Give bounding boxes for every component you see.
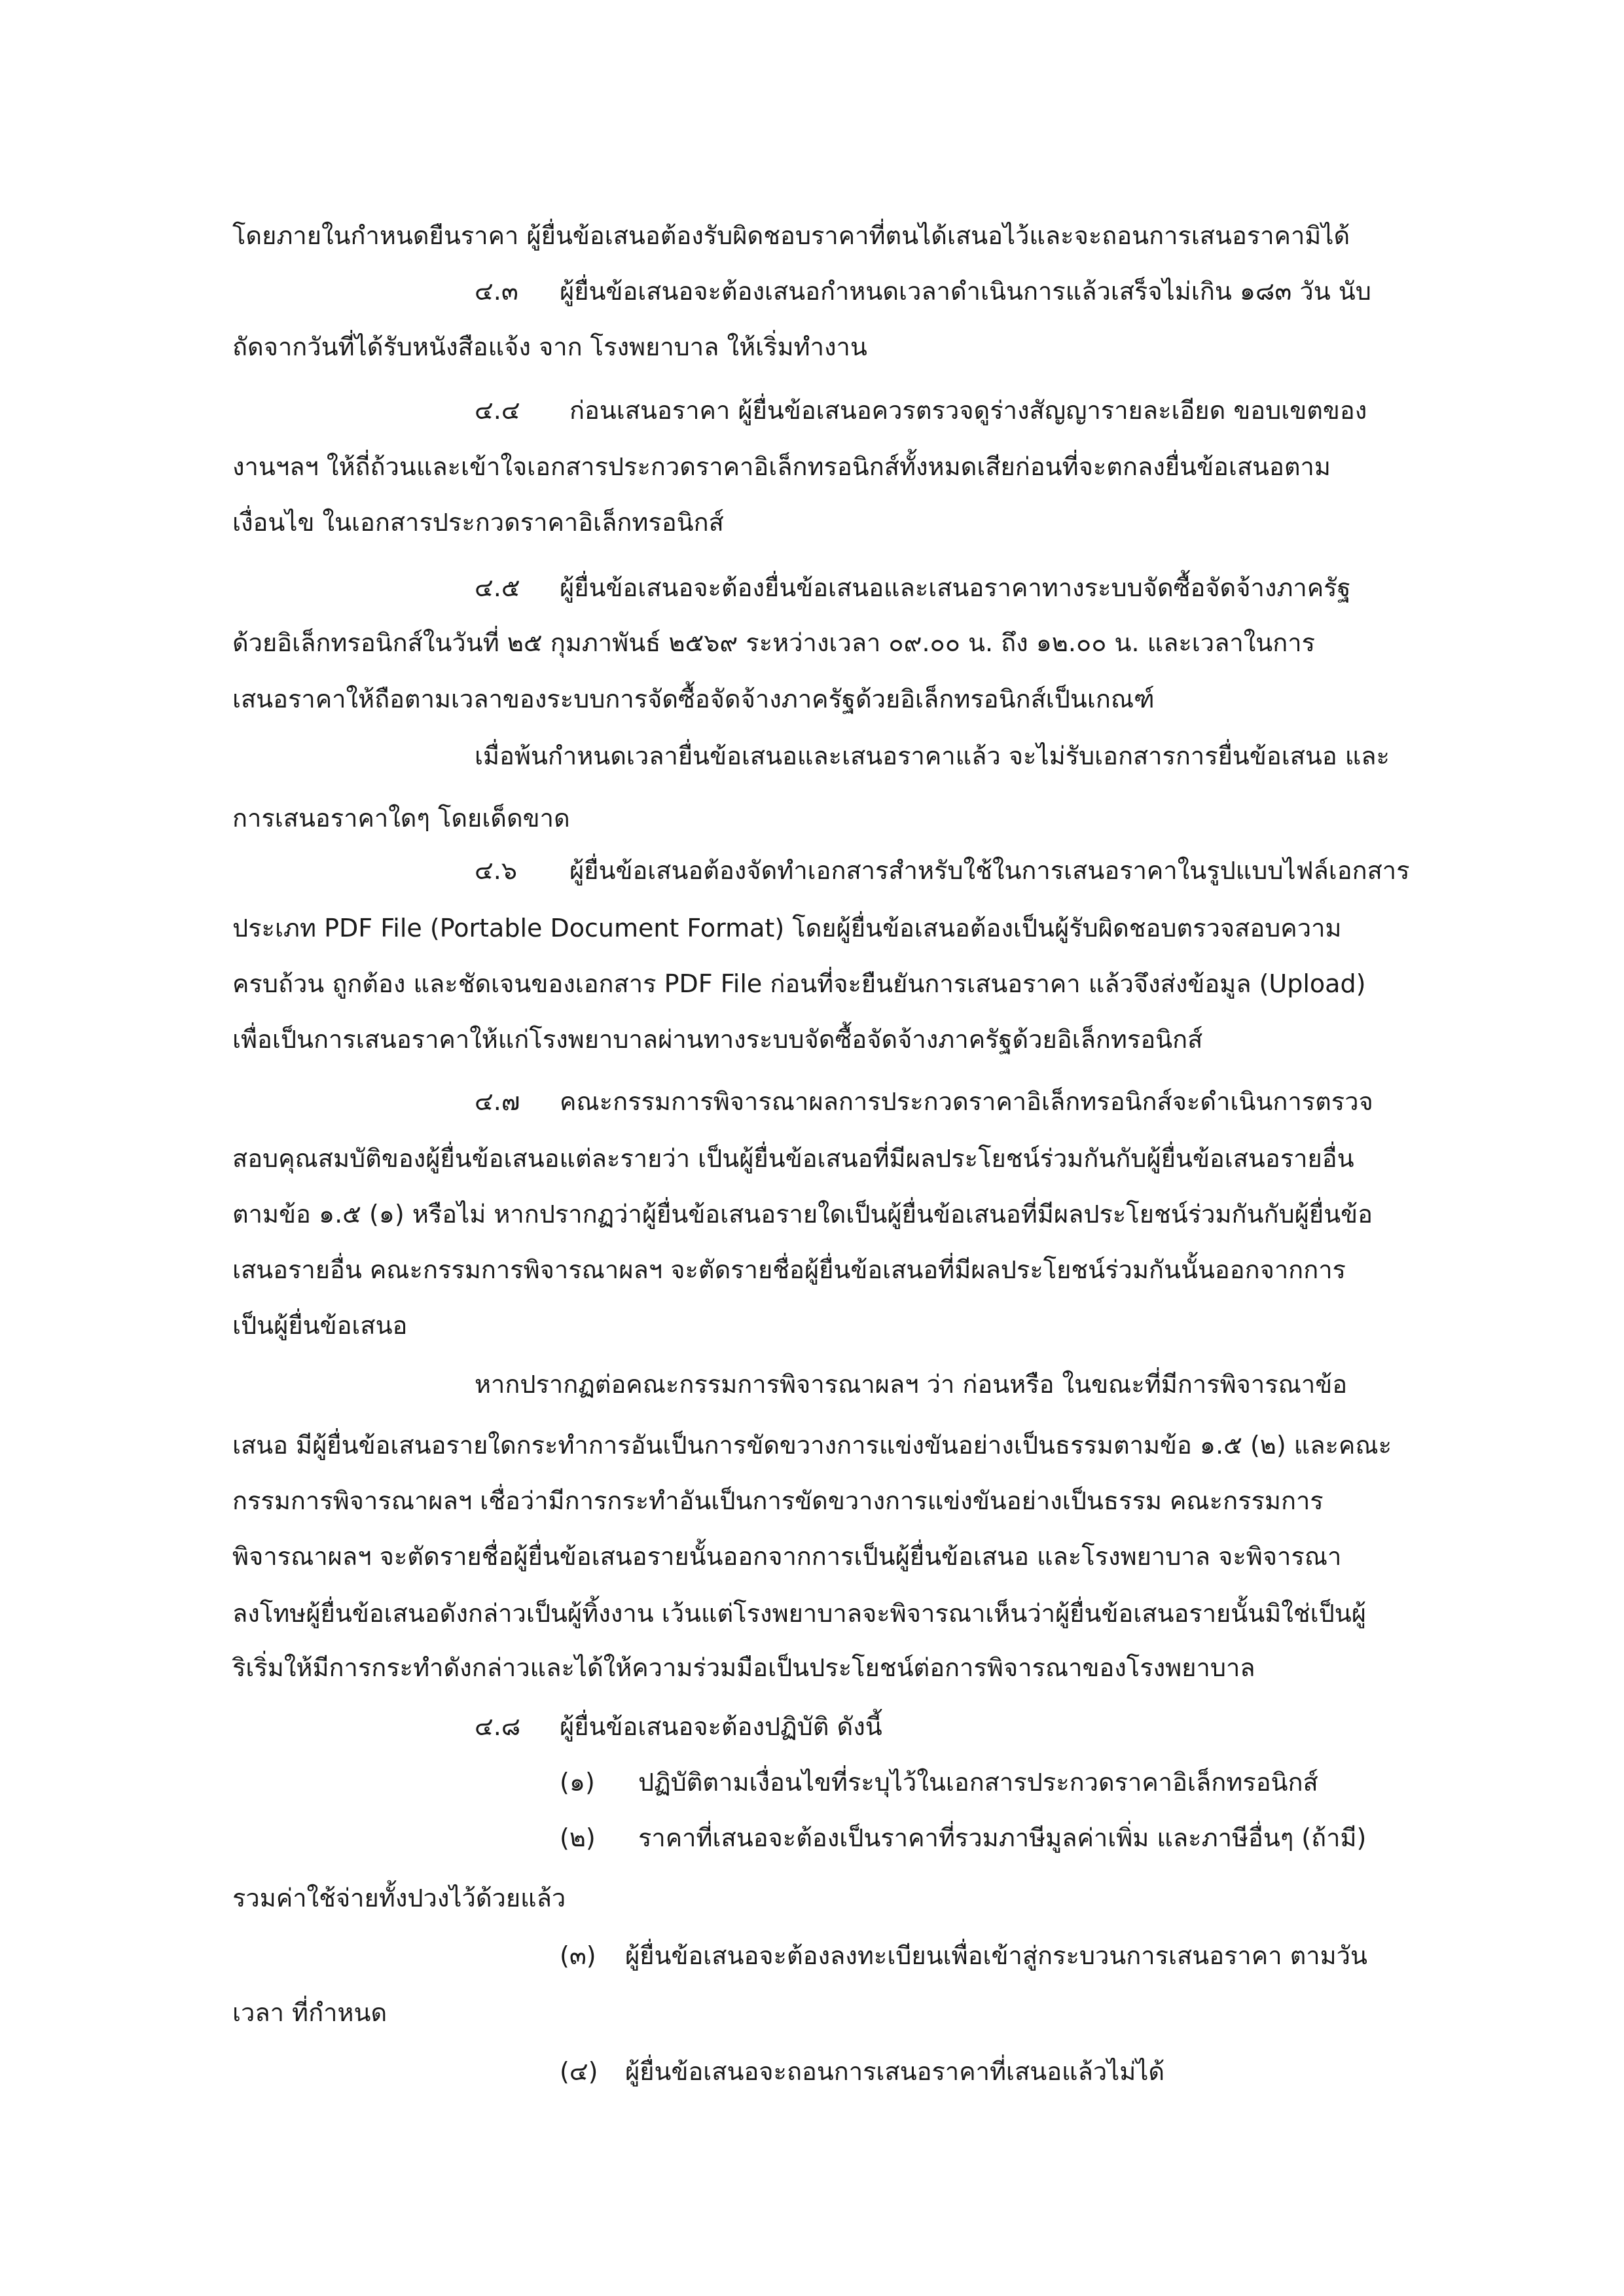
text-line: ปฏิบัติตามเงื่อนไขที่ระบุไว้ในเอกสารประกวดราคาอิเล็กทรอนิกส์ — [638, 1768, 1318, 1797]
text-line: ผู้ยื่นข้อเสนอจะต้องยื่นข้อเสนอและเสนอราคาทางระบบจัดซื้อจัดจ้างภาครัฐ — [560, 573, 1351, 602]
text-line: ริเริ่มให้มีการกระทำดังกล่าวและได้ให้ความร่วมมือเป็นประโยชน์ต่อการพิจารณาของโรงพยาบาล — [232, 1653, 1255, 1682]
text-line: ราคาที่เสนอจะต้องเป็นราคาที่รวมภาษีมูลค่าเพิ่ม และภาษีอื่นๆ (ถ้ามี) — [638, 1823, 1367, 1852]
clause-number: ๔.๔ — [475, 396, 520, 425]
text-line: เมื่อพ้นกำหนดเวลายื่นข้อเสนอและเสนอราคาแล้ว จะไม่รับเอกสารการยื่นข้อเสนอ และ — [475, 742, 1390, 770]
text-line: เงื่อนไข ในเอกสารประกวดราคาอิเล็กทรอนิกส์ — [232, 508, 724, 537]
text-line: คณะกรรมการพิจารณาผลการประกวดราคาอิเล็กทรอนิกส์จะดำเนินการตรวจ — [560, 1087, 1373, 1116]
text-line: พิจารณาผลฯ จะตัดรายชื่อผู้ยื่นข้อเสนอรายนั้นออกจากการเป็นผู้ยื่นข้อเสนอ และโรงพยาบาล จะพิจารณา — [232, 1542, 1342, 1571]
text-line: ผู้ยื่นข้อเสนอจะถอนการเสนอราคาที่เสนอแล้วไม่ได้ — [625, 2057, 1165, 2086]
text-line: เสนอราคาให้ถือตามเวลาของระบบการจัดซื้อจัดจ้างภาครัฐด้วยอิเล็กทรอนิกส์เป็นเกณฑ์ — [232, 685, 1155, 713]
text-line: ก่อนเสนอราคา ผู้ยื่นข้อเสนอควรตรวจดูร่างสัญญารายละเอียด ขอบเขตของ — [569, 396, 1367, 425]
text-line: เวลา ที่กำหนด — [232, 1998, 388, 2027]
text-line: ลงโทษผู้ยื่นข้อเสนอดังกล่าวเป็นผู้ทิ้งงาน เว้นแต่โรงพยาบาลจะพิจารณาเห็นว่าผู้ยื่นข้อเสนอรายนั้นมิใช่เป็นผู้ — [232, 1599, 1367, 1628]
text-line: ตามข้อ ๑.๕ (๑) หรือไม่ หากปรากฏว่าผู้ยื่นข้อเสนอรายใดเป็นผู้ยื่นข้อเสนอที่มีผลประโยชน์ร่วมกันกับผู้ยื่นข้อ — [232, 1200, 1373, 1229]
sub-item-number: (๔) — [560, 2057, 598, 2086]
text-line: เสนอรายอื่น คณะกรรมการพิจารณาผลฯ จะตัดรายชื่อผู้ยื่นข้อเสนอที่มีผลประโยชน์ร่วมกันนั้นออกจากการ — [232, 1255, 1346, 1284]
text-line: เป็นผู้ยื่นข้อเสนอ — [232, 1311, 408, 1340]
text-line: ผู้ยื่นข้อเสนอจะต้องเสนอกำหนดเวลาดำเนินการแล้วเสร็จไม่เกิน ๑๘๓ วัน นับ — [560, 277, 1371, 306]
sub-item-number: (๓) — [560, 1941, 596, 1970]
text-line: งานฯลฯ ให้ถี่ถ้วนและเข้าใจเอกสารประกวดราคาอิเล็กทรอนิกส์ทั้งหมดเสียก่อนที่จะตกลงยื่นข้อเสนอตาม — [232, 452, 1331, 481]
text-line: โดยภายในกำหนดยืนราคา ผู้ยื่นข้อเสนอต้องรับผิดชอบราคาที่ตนได้เสนอไว้และจะถอนการเสนอราคามิได้ — [232, 221, 1350, 250]
text-line: ผู้ยื่นข้อเสนอจะต้องลงทะเบียนเพื่อเข้าสู่กระบวนการเสนอราคา ตามวัน — [625, 1941, 1367, 1970]
clause-number: ๔.๓ — [475, 277, 518, 306]
text-line: ผู้ยื่นข้อเสนอจะต้องปฏิบัติ ดังนี้ — [560, 1712, 882, 1741]
text-line: ผู้ยื่นข้อเสนอต้องจัดทำเอกสารสำหรับใช้ในการเสนอราคาในรูปแบบไฟล์เอกสาร — [569, 856, 1410, 885]
text-line: กรรมการพิจารณาผลฯ เชื่อว่ามีการกระทำอันเป็นการขัดขวางการแข่งขันอย่างเป็นธรรม คณะกรรมการ — [232, 1486, 1324, 1515]
text-line: เสนอ มีผู้ยื่นข้อเสนอรายใดกระทำการอันเป็นการขัดขวางการแข่งขันอย่างเป็นธรรมตามข้อ ๑.๕ (๒) และคณะ — [232, 1431, 1392, 1460]
text-line: สอบคุณสมบัติของผู้ยื่นข้อเสนอแต่ละรายว่า เป็นผู้ยื่นข้อเสนอที่มีผลประโยชน์ร่วมกันกับผู้ยื่นข้อเสนอรายอื่น — [232, 1144, 1354, 1173]
clause-number: ๔.๖ — [475, 856, 517, 885]
clause-number: ๔.๘ — [475, 1712, 521, 1741]
text-line: ถัดจากวันที่ได้รับหนังสือแจ้ง จาก โรงพยาบาล ให้เริ่มทำงาน — [232, 332, 867, 361]
sub-item-number: (๒) — [560, 1823, 596, 1852]
text-line: ประเภท PDF File (Portable Document Format) โดยผู้ยื่นข้อเสนอต้องเป็นผู้รับผิดชอบตรวจสอบความ — [232, 914, 1342, 942]
text-line: ครบถ้วน ถูกต้อง และชัดเจนของเอกสาร PDF File ก่อนที่จะยืนยันการเสนอราคา แล้วจึงส่งข้อมูล (Upload) — [232, 969, 1366, 998]
text-line: เพื่อเป็นการเสนอราคาให้แก่โรงพยาบาลผ่านทางระบบจัดซื้อจัดจ้างภาครัฐด้วยอิเล็กทรอนิกส์ — [232, 1025, 1203, 1054]
text-line: การเสนอราคาใดๆ โดยเด็ดขาด — [232, 804, 570, 833]
text-line: หากปรากฏต่อคณะกรรมการพิจารณาผลฯ ว่า ก่อนหรือ ในขณะที่มีการพิจารณาข้อ — [475, 1370, 1348, 1399]
text-line: รวมค่าใช้จ่ายทั้งปวงไว้ด้วยแล้ว — [232, 1884, 566, 1912]
clause-number: ๔.๗ — [475, 1087, 520, 1116]
clause-number: ๔.๕ — [475, 573, 520, 602]
sub-item-number: (๑) — [560, 1768, 595, 1797]
text-line: ด้วยอิเล็กทรอนิกส์ในวันที่ ๒๕ กุมภาพันธ์ ๒๕๖๙ ระหว่างเวลา ๐๙.๐๐ น. ถึง ๑๒.๐๐ น. และเวลาในการ — [232, 628, 1316, 657]
